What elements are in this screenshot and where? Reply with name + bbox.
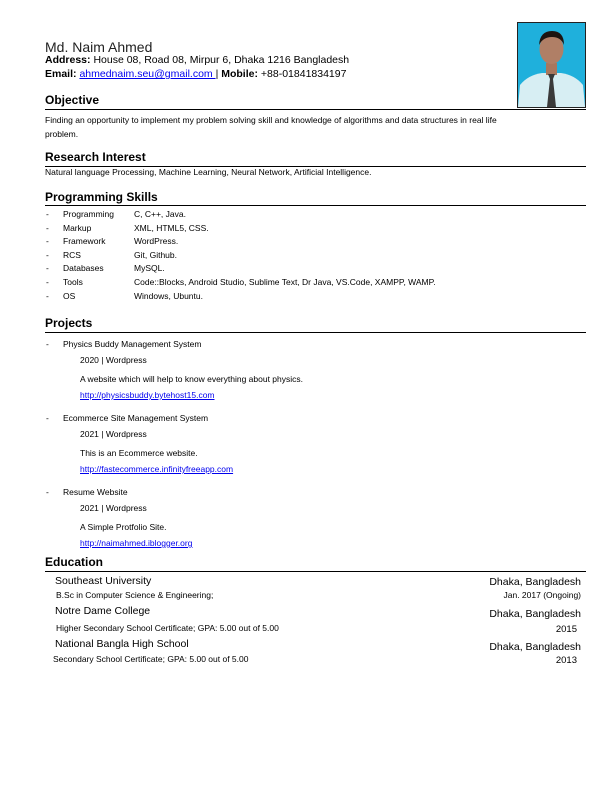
project-title: Ecommerce Site Management System	[63, 413, 209, 423]
separator: |	[215, 68, 219, 80]
skill-value: XML, HTML5, CSS.	[134, 222, 209, 233]
degree: B.Sc in Computer Science & Engineering;	[56, 590, 214, 600]
project-link[interactable]: http://physicsbuddy.bytehost15.com	[80, 390, 215, 400]
skill-value: Git, Github.	[134, 249, 177, 260]
objective-text-line1: Finding an opportunity to implement my problem solving skill and knowledge of algorithms and data structures in real life	[45, 115, 497, 125]
skill-bullet: -	[46, 209, 49, 219]
project-description: This is an Ecommerce website.	[80, 448, 198, 458]
school-location: Dhaka, Bangladesh	[489, 608, 581, 620]
skill-label: OS	[63, 290, 76, 301]
date: 2015	[555, 624, 577, 635]
skill-bullet: -	[46, 263, 49, 274]
section-divider	[45, 332, 586, 333]
skill-label: Tools	[63, 277, 83, 287]
school-location: Dhaka, Bangladesh	[489, 576, 581, 588]
skill-value: C, C++, Java.	[134, 209, 186, 219]
section-divider	[45, 109, 586, 110]
profile-photo	[517, 22, 586, 108]
school-name: Southeast University	[55, 575, 152, 587]
school-name: National Bangla High School	[55, 638, 189, 650]
candidate-name: Md. Naim Ahmed	[45, 39, 153, 55]
section-divider	[45, 205, 586, 206]
project-link[interactable]: http://fastecommerce.infinityfreeapp.com	[80, 464, 234, 474]
address-label: Address:	[45, 54, 91, 66]
skill-label: RCS	[63, 249, 81, 260]
skill-label: Databases	[63, 263, 104, 274]
skill-value: MySQL.	[134, 263, 165, 274]
school-name: Notre Dame College	[55, 605, 151, 617]
email-label: Email:	[45, 68, 77, 80]
skill-label: Programming	[63, 209, 115, 219]
project-title: Physics Buddy Management System	[63, 339, 202, 349]
project-description: A Simple Protfolio Site.	[80, 522, 167, 532]
section-divider	[45, 571, 586, 572]
project-meta: 2021 | Wordpress	[80, 429, 147, 439]
project-link[interactable]: http://naimahmed.iblogger.org	[80, 538, 193, 548]
project-bullet: -	[46, 487, 49, 497]
skill-bullet: -	[46, 236, 49, 247]
skill-label: Framework	[63, 236, 106, 247]
date: Jan. 2017 (Ongoing)	[503, 590, 581, 600]
project-bullet: -	[46, 339, 49, 349]
skills-heading: Programming Skills	[45, 190, 158, 204]
skill-bullet: -	[46, 222, 49, 233]
degree: Secondary School Certificate; GPA: 5.00 out of 5.00	[53, 654, 249, 664]
research-heading: Research Interest	[45, 150, 146, 164]
contact-line	[45, 69, 346, 80]
address-value: House 08, Road 08, Mirpur 6, Dhaka 1216 Bangladesh	[93, 54, 350, 66]
mobile-value: +88-01841834197	[260, 68, 347, 80]
objective-heading: Objective	[45, 93, 100, 107]
skill-label: Markup	[63, 222, 92, 233]
degree: Higher Secondary School Certificate; GPA: 5.00 out of 5.00	[56, 623, 279, 633]
objective-text-line2: problem.	[45, 129, 79, 139]
address-line	[45, 55, 349, 66]
skill-value: Windows, Ubuntu.	[134, 290, 203, 301]
research-text: Natural language Processing, Machine Learning, Neural Network, Artificial Intelligence.	[45, 167, 372, 177]
skill-bullet: -	[46, 249, 49, 260]
email-link[interactable]: ahmednaim.seu@gmail.com	[79, 68, 216, 80]
mobile-label: Mobile:	[221, 68, 258, 80]
project-meta: 2020 | Wordpress	[80, 355, 147, 365]
project-bullet: -	[46, 413, 49, 423]
date: 2013	[555, 655, 577, 666]
education-heading: Education	[45, 555, 104, 569]
skill-value: WordPress.	[134, 236, 179, 247]
projects-heading: Projects	[45, 316, 93, 330]
skill-bullet: -	[46, 277, 49, 287]
school-location: Dhaka, Bangladesh	[489, 641, 581, 653]
project-description: A website which will help to know everything about physics.	[80, 374, 304, 384]
project-meta: 2021 | Wordpress	[80, 503, 147, 513]
skill-bullet: -	[46, 290, 49, 301]
skill-value: Code::Blocks, Android Studio, Sublime Text, Dr Java, VS.Code, XAMPP, WAMP.	[134, 277, 436, 287]
project-title: Resume Website	[63, 487, 128, 497]
